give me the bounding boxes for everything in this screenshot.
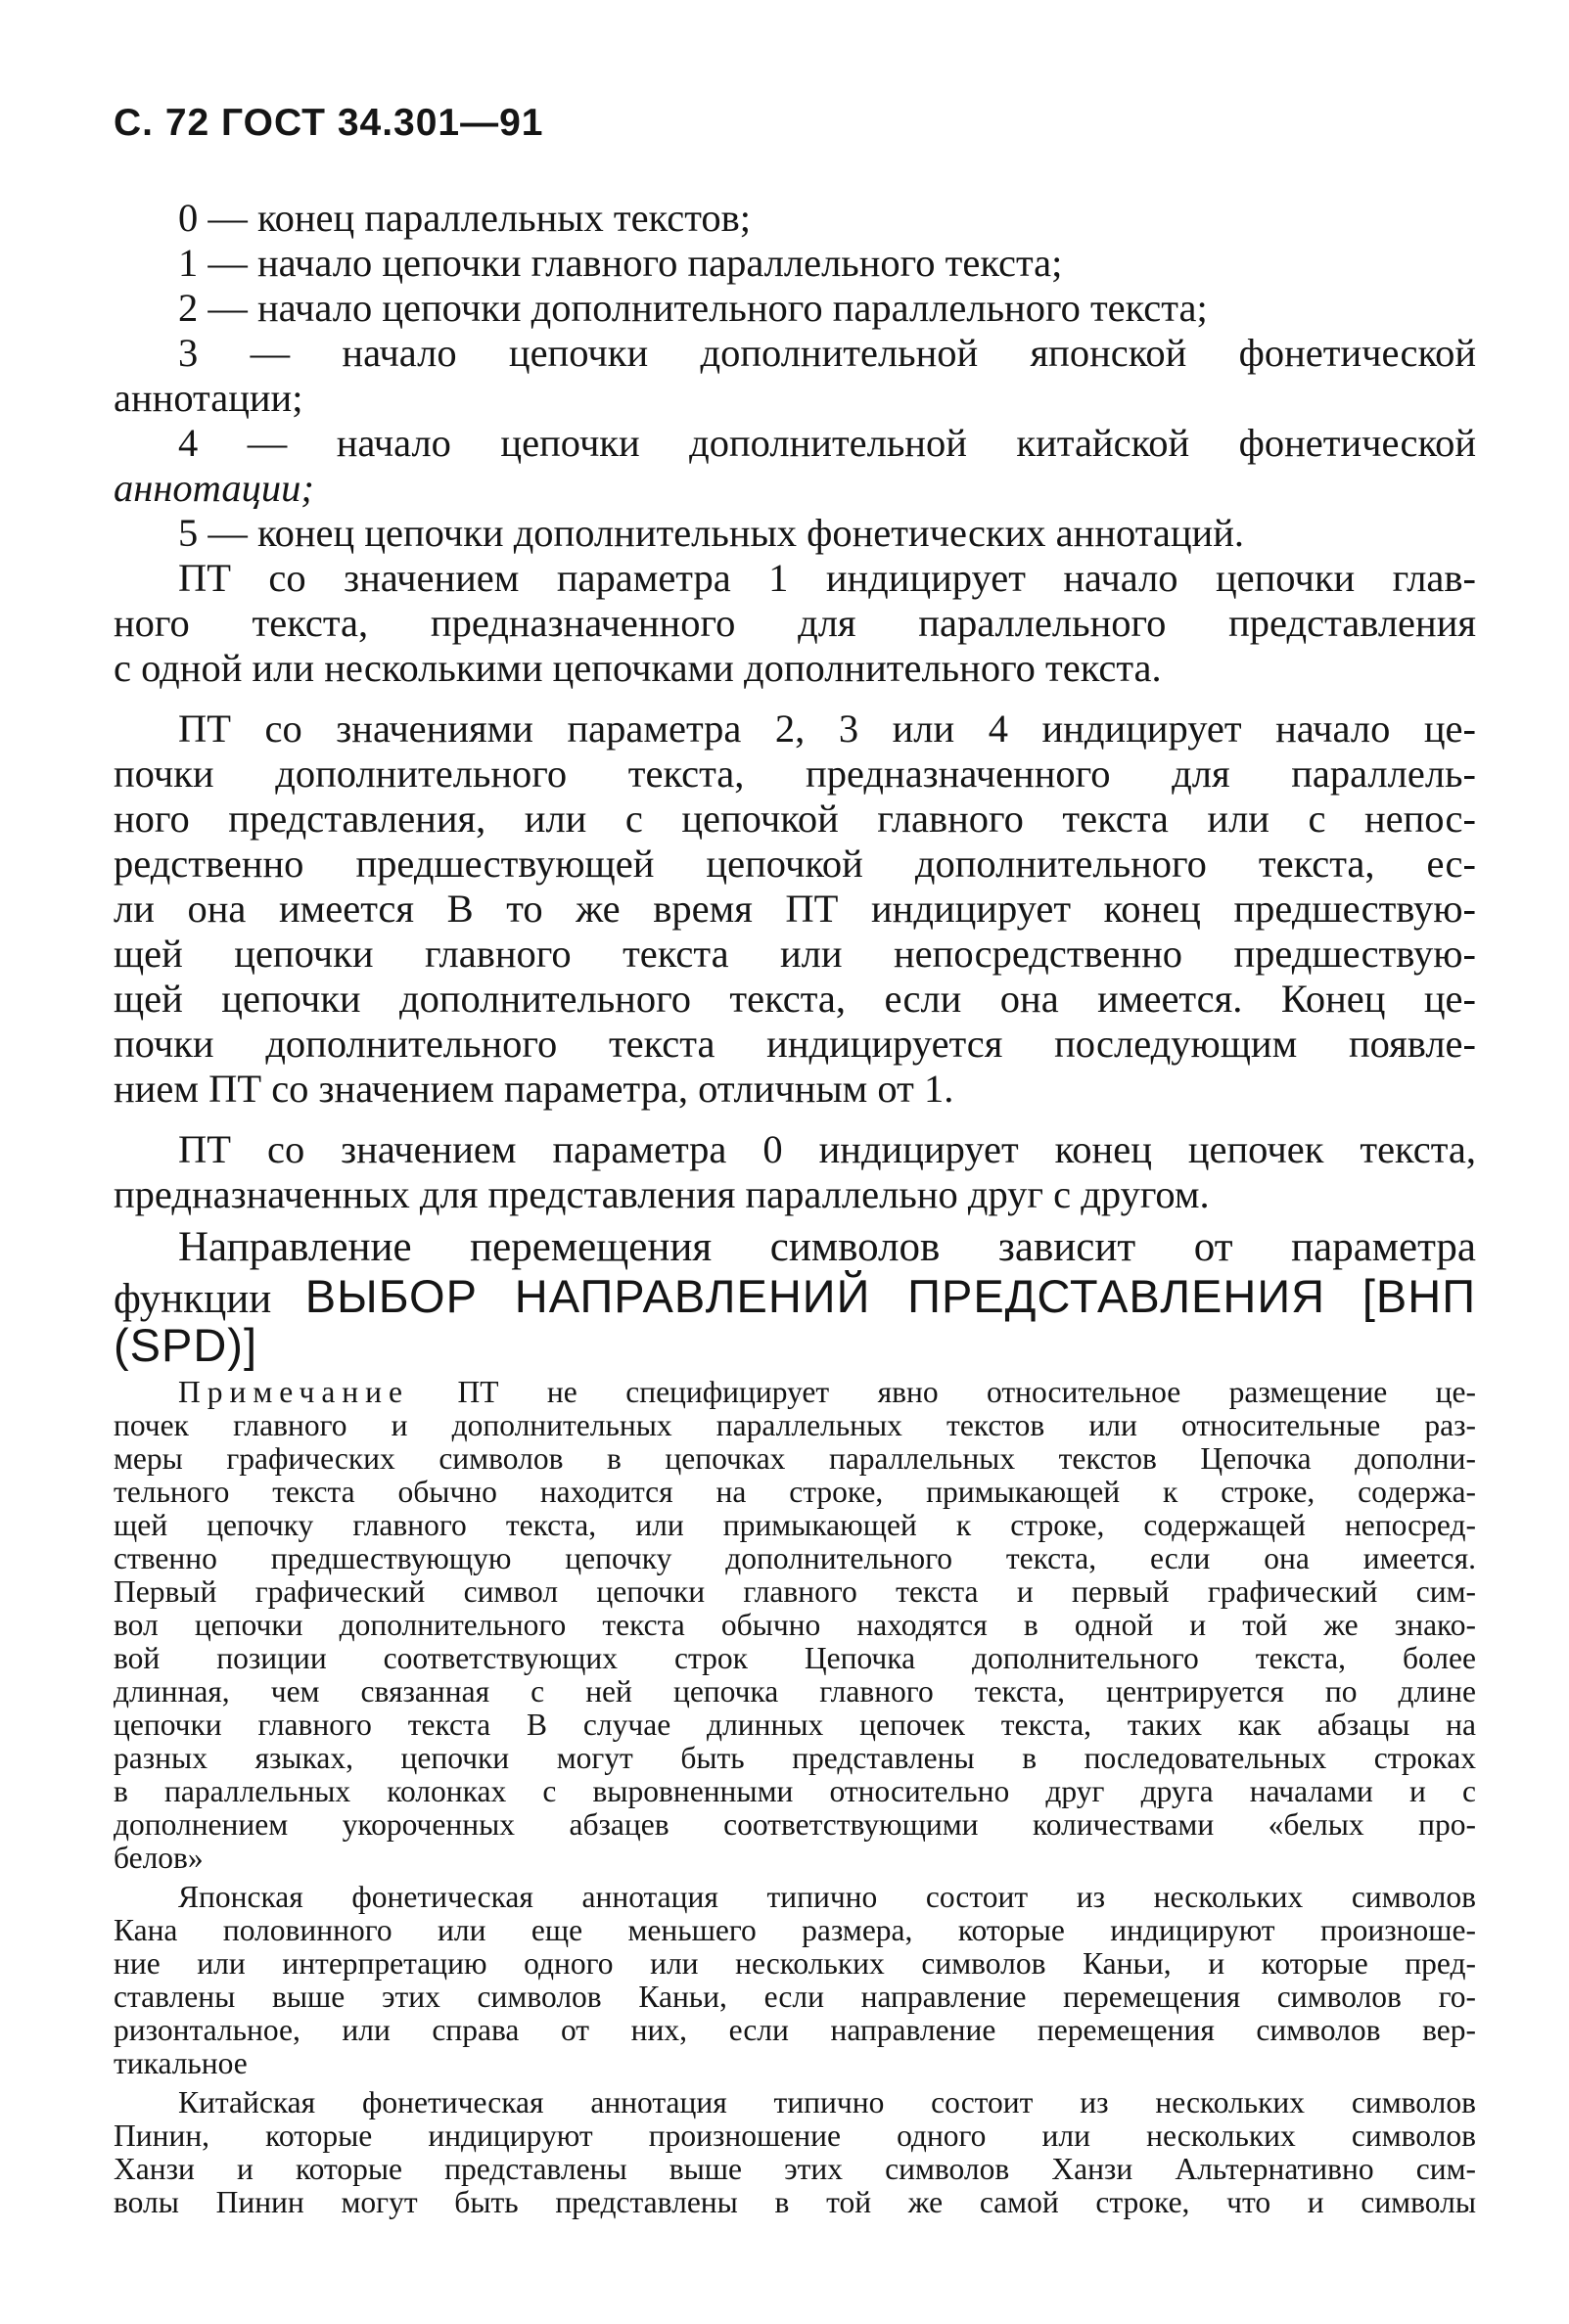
note-line: белов» <box>114 1841 204 1875</box>
list-line: 4 — начало цепочки дополнительной китайской фонетической <box>178 421 1476 465</box>
note-line: в параллельных колонках с выровненными относительно друг друга началами и с <box>114 1774 1476 1808</box>
note-line: разных языках, цепочки могут быть представлены в последовательных строках <box>114 1741 1476 1775</box>
list-item <box>114 421 1476 511</box>
note-line: меры графических символов в цепочках параллельных текстов Цепочка дополни- <box>114 1441 1476 1476</box>
list-item <box>114 331 1476 421</box>
function-label: функции <box>114 1276 272 1322</box>
small-line: Кана половинного или еще меньшего размера, которые индицируют произноше- <box>114 1913 1476 1947</box>
paragraph-line: (SPD)] <box>114 1319 257 1371</box>
list-line: 5 — конец цепочки дополнительных фонетических аннотаций. <box>178 511 1245 555</box>
small-line: ставлены выше этих символов Каньи, если направление перемещения символов го- <box>114 1980 1476 2014</box>
paragraph-line: ного представления, или с цепочкой главного текста или с непос- <box>114 797 1476 841</box>
spacer <box>114 691 1476 706</box>
note-line: Первый графический символ цепочки главного текста и первый графический сим- <box>114 1574 1476 1609</box>
small-line: Китайская фонетическая аннотация типично состоит из нескольких символов <box>178 2085 1476 2119</box>
small-line: тикальное <box>114 2046 248 2080</box>
small-line: волы Пинин могут быть представлены в той же самой строке, что и символы <box>114 2185 1476 2219</box>
paragraph-line: почки дополнительного текста, предназначенного для параллель- <box>114 752 1476 796</box>
note-line: вол цепочки дополнительного текста обычно находятся в одной и той же знако- <box>114 1608 1476 1642</box>
paragraph-line: почки дополнительного текста индицируется последующим появле- <box>114 1022 1476 1066</box>
paragraph-line: щей цепочки дополнительного текста, если она имеется. Конец це- <box>114 977 1476 1021</box>
list-item <box>114 286 1476 331</box>
list-item <box>114 511 1476 556</box>
small-line: Пинин, которые индицируют произношение одного или нескольких символов <box>114 2119 1476 2153</box>
page-header: С. 72 ГОСТ 34.301—91 <box>114 102 544 144</box>
spacer <box>114 1112 1476 1127</box>
function-reference-paragraph <box>114 1223 1476 1370</box>
paragraph-line: ПТ со значениями параметра 2, 3 или 4 индицирует начало це- <box>178 706 1476 751</box>
paragraph-line: щей цепочки главного текста или непосредственно предшествую- <box>114 932 1476 976</box>
small-line: Ханзи и которые представлены выше этих символов Ханзи Альтернативно сим- <box>114 2152 1476 2186</box>
document-body <box>114 196 1476 2219</box>
paragraph-line: ПТ со значением параметра 1 индицирует начало цепочки глав- <box>178 556 1476 600</box>
paragraph-line: предназначенных для представления параллельно друг с другом. <box>114 1172 1210 1216</box>
note-text: ПТ не специфицирует явно относительное размещение це- <box>457 1375 1477 1409</box>
chinese-annotation-paragraph <box>114 2086 1476 2219</box>
note-line: цепочки главного текста В случае длинных цепочек текста, таких как абзацы на <box>114 1708 1476 1742</box>
list-line: 2 — начало цепочки дополнительного параллельного текста; <box>178 286 1208 330</box>
japanese-annotation-paragraph <box>114 1881 1476 2080</box>
paragraph <box>114 1127 1476 1217</box>
note-line: ственно предшествующую цепочку дополнительного текста, если она имеется. <box>114 1541 1476 1575</box>
list-item <box>114 241 1476 286</box>
paragraph-line: редственно предшествующей цепочкой дополнительного текста, ес- <box>114 842 1476 886</box>
paragraph-line: нием ПТ со значением параметра, отличным от 1. <box>114 1067 954 1111</box>
list-line: 1 — начало цепочки главного параллельного текста; <box>178 241 1063 285</box>
note-line: дополнением укороченных абзацев соответствующими количествами «белых про- <box>114 1807 1476 1842</box>
note-line: щей цепочку главного текста, или примыкающей к строке, содержащей непосред- <box>114 1508 1476 1542</box>
small-line: ризонтальное, или справа от них, если направление перемещения символов вер- <box>114 2013 1476 2047</box>
note-label: Примечание <box>178 1375 410 1409</box>
paragraph-line: ного текста, предназначенного для параллельного представления <box>114 601 1476 645</box>
paragraph-line: Направление перемещения символов зависит от параметра <box>178 1224 1476 1270</box>
paragraph-line: ли она имеется В то же время ПТ индицирует конец предшествую- <box>114 887 1476 931</box>
list-line: аннотации; <box>114 466 314 510</box>
note-line: вой позиции соответствующих строк Цепочка дополнительного текста, более <box>114 1641 1476 1675</box>
list-line: 0 — конец параллельных текстов; <box>178 196 751 240</box>
list-line: аннотации; <box>114 376 303 420</box>
note-line: почек главного и дополнительных параллельных текстов или относительные раз- <box>114 1408 1476 1442</box>
note-block <box>114 1376 1476 1875</box>
paragraph <box>114 556 1476 691</box>
paragraph-line <box>114 1272 1476 1321</box>
list-item <box>114 196 1476 241</box>
list-line: 3 — начало цепочки дополнительной японской фонетической <box>178 331 1476 375</box>
paragraph-line: ПТ со значением параметра 0 индицирует конец цепочек текста, <box>178 1127 1476 1171</box>
small-line: Японская фонетическая аннотация типично состоит из нескольких символов <box>178 1880 1476 1914</box>
small-line: ние или интерпретацию одного или нескольких символов Каньи, и которые пред- <box>114 1946 1476 1981</box>
function-name: ВЫБОР НАПРАВЛЕНИЙ ПРЕДСТАВЛЕНИЯ [ВНП <box>304 1270 1476 1322</box>
paragraph-line: с одной или несколькими цепочками дополнительного текста. <box>114 646 1162 690</box>
paragraph <box>114 706 1476 1112</box>
parameter-list <box>114 196 1476 556</box>
note-line: длинная, чем связанная с ней цепочка главного текста, центрируется по длине <box>114 1674 1476 1709</box>
note-line: тельного текста обычно находится на строке, примыкающей к строке, содержа- <box>114 1475 1476 1509</box>
note-line <box>114 1376 1476 1409</box>
